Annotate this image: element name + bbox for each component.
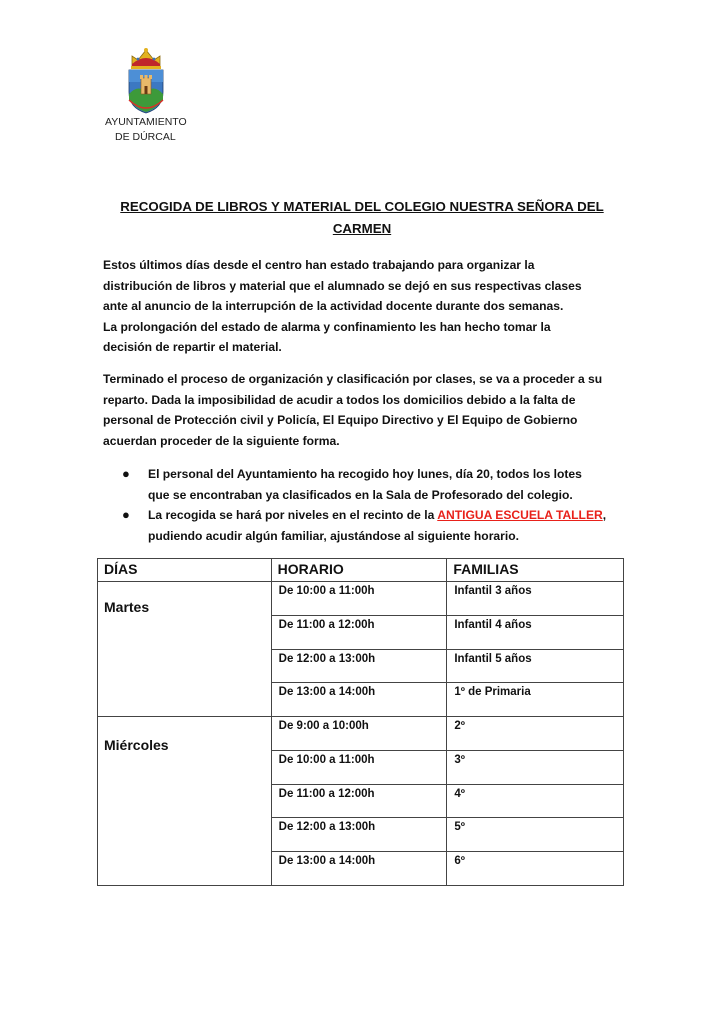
schedule-table <box>97 558 624 886</box>
header-schedule: HORARIO <box>271 559 447 582</box>
day-cell-tuesday <box>98 582 272 717</box>
text-line: El personal del Ayuntamiento ha recogido hoy lunes, día 20, todos los lotes <box>148 467 582 481</box>
organization-name <box>105 115 187 145</box>
bullet-list <box>103 464 633 546</box>
header-families: FAMILIAS <box>447 559 624 582</box>
time-cell: De 11:00 a 12:00h <box>271 784 447 818</box>
time-cell: De 9:00 a 10:00h <box>271 717 447 751</box>
group-cell: 1º de Primaria <box>447 683 624 717</box>
time-cell: De 13:00 a 14:00h <box>271 683 447 717</box>
time-cell: De 12:00 a 13:00h <box>271 649 447 683</box>
text-line <box>148 505 633 526</box>
time-cell: De 10:00 a 11:00h <box>271 582 447 616</box>
group-cell: 5º <box>447 818 624 852</box>
bullet-icon: ● <box>122 507 130 522</box>
time-cell: De 10:00 a 11:00h <box>271 750 447 784</box>
text-line: pudiendo acudir algún familiar, ajustándose al siguiente horario. <box>148 528 519 543</box>
group-cell: 3º <box>447 750 624 784</box>
table-row <box>98 717 624 751</box>
text-line: distribución de libros y material que el alumnado se dejó en sus respectivas clases <box>103 278 582 293</box>
group-cell: Infantil 3 años <box>447 582 624 616</box>
text-line: Estos últimos días desde el centro han estado trabajando para organizar la <box>103 258 535 272</box>
title-line-2: CARMEN <box>332 221 392 236</box>
list-item <box>103 505 633 546</box>
text-line: La prolongación del estado de alarma y confinamiento les han hecho tomar la <box>103 319 551 334</box>
bullet-icon: ● <box>122 466 130 481</box>
location-highlight: ANTIGUA ESCUELA TALLER <box>437 508 603 522</box>
text-line: ante al anuncio de la interrupción de la actividad docente durante dos semanas. <box>103 299 564 313</box>
text-fragment: La recogida se hará por niveles en el recinto de la <box>148 508 438 522</box>
group-cell: 4º <box>447 784 624 818</box>
header-days: DÍAS <box>98 559 272 582</box>
text-line: Terminado el proceso de organización y clasificación por clases, se va a proceder a su <box>103 372 603 386</box>
group-cell: Infantil 5 años <box>447 649 624 683</box>
document-title <box>100 196 624 240</box>
text-line: acuerdan proceder de la siguiente forma. <box>103 433 340 448</box>
table-header-row <box>98 559 624 582</box>
time-cell: De 13:00 a 14:00h <box>271 852 447 886</box>
org-line-2: DE DÚRCAL <box>115 131 176 143</box>
title-line-1: RECOGIDA DE LIBROS Y MATERIAL DEL COLEGIO NUESTRA SEÑORA DEL <box>120 199 604 214</box>
time-cell: De 12:00 a 13:00h <box>271 818 447 852</box>
day-cell-wednesday <box>98 717 272 886</box>
time-cell: De 11:00 a 12:00h <box>271 615 447 649</box>
text-line: que se encontraban ya clasificados en la Sala de Profesorado del colegio. <box>148 487 573 502</box>
list-item <box>103 464 633 505</box>
group-cell: 2º <box>447 717 624 751</box>
paragraph-intro <box>103 255 633 358</box>
table-row <box>98 582 624 616</box>
text-line: personal de Protección civil y Policía, El Equipo Directivo y El Equipo de Gobierno <box>103 413 578 427</box>
day-label: Miércoles <box>104 737 169 754</box>
municipal-coat-of-arms-icon <box>124 44 168 116</box>
text-line: decisión de repartir el material. <box>103 340 282 354</box>
paragraph-procedure <box>103 369 633 451</box>
day-label: Martes <box>104 599 150 616</box>
text-line: reparto. Dada la imposibilidad de acudir a todos los domicilios debido a la falta de <box>103 392 576 407</box>
group-cell: Infantil 4 años <box>447 615 624 649</box>
org-line-1: AYUNTAMIENTO <box>105 116 187 128</box>
group-cell: 6º <box>447 852 624 886</box>
text-fragment: , <box>602 508 607 522</box>
